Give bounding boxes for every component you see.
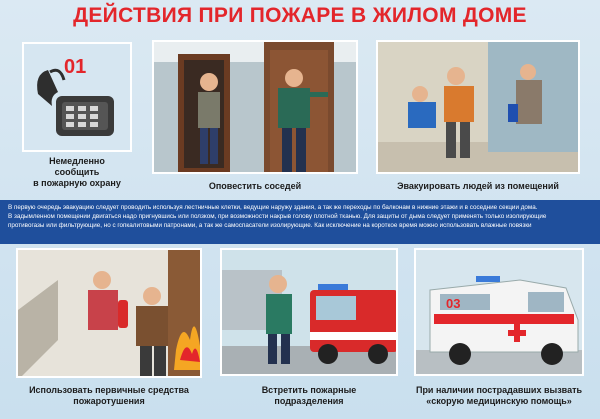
info-text-1: В первую очередь эвакуацию следует проводить используя лестничные клетки, ведущие наружу здания, а так же переходы по балконам в нижние этажи и в соседние секции дома.	[8, 204, 538, 211]
ambulance-number-03: 03	[446, 296, 461, 311]
info-text-2: В задымленном помещении двигаться надо пригнувшись или ползком, при возможности накрыв голову плотной тканью. Для защиты от дыма следует применять только изолирующие	[8, 213, 547, 220]
panel-call	[22, 42, 132, 152]
fire-truck-illustration	[222, 250, 398, 376]
caption-meet: Встретить пожарные подразделения	[261, 385, 357, 406]
fire-extinguishing-illustration	[18, 250, 202, 378]
poster-title: ДЕЙСТВИЯ ПРИ ПОЖАРЕ В ЖИЛОМ ДОМЕ	[73, 4, 527, 27]
caption-extinguish: Использовать первичные средства пожаротушения	[29, 385, 189, 406]
panel-evacuate	[376, 40, 580, 174]
panel-ambulance	[414, 248, 584, 376]
caption-notify: Оповестить соседей	[208, 181, 302, 191]
evacuate-people-illustration	[378, 42, 580, 174]
telephone-icon	[24, 44, 132, 152]
panel-meet	[220, 248, 398, 376]
panel-notify	[152, 40, 358, 174]
ambulance-illustration	[416, 250, 584, 376]
info-bar	[0, 200, 600, 244]
panel-extinguish	[16, 248, 202, 378]
caption-ambulance: При наличии пострадавших вызвать «скорую медицинскую помощь»	[415, 385, 583, 406]
info-text-3: противогазы или фильтрующие, но с гопкалитовыми патронами, а так же самоспасатели изолирующие. Как исключение на короткое время можно использовать влажные повязки	[8, 222, 532, 229]
phone-number-01: 01	[64, 56, 87, 78]
notify-neighbors-illustration	[154, 42, 358, 174]
caption-call: Немедленно сообщить в пожарную охрану	[33, 156, 121, 188]
caption-evacuate: Эвакуировать людей из помещений	[397, 181, 559, 191]
